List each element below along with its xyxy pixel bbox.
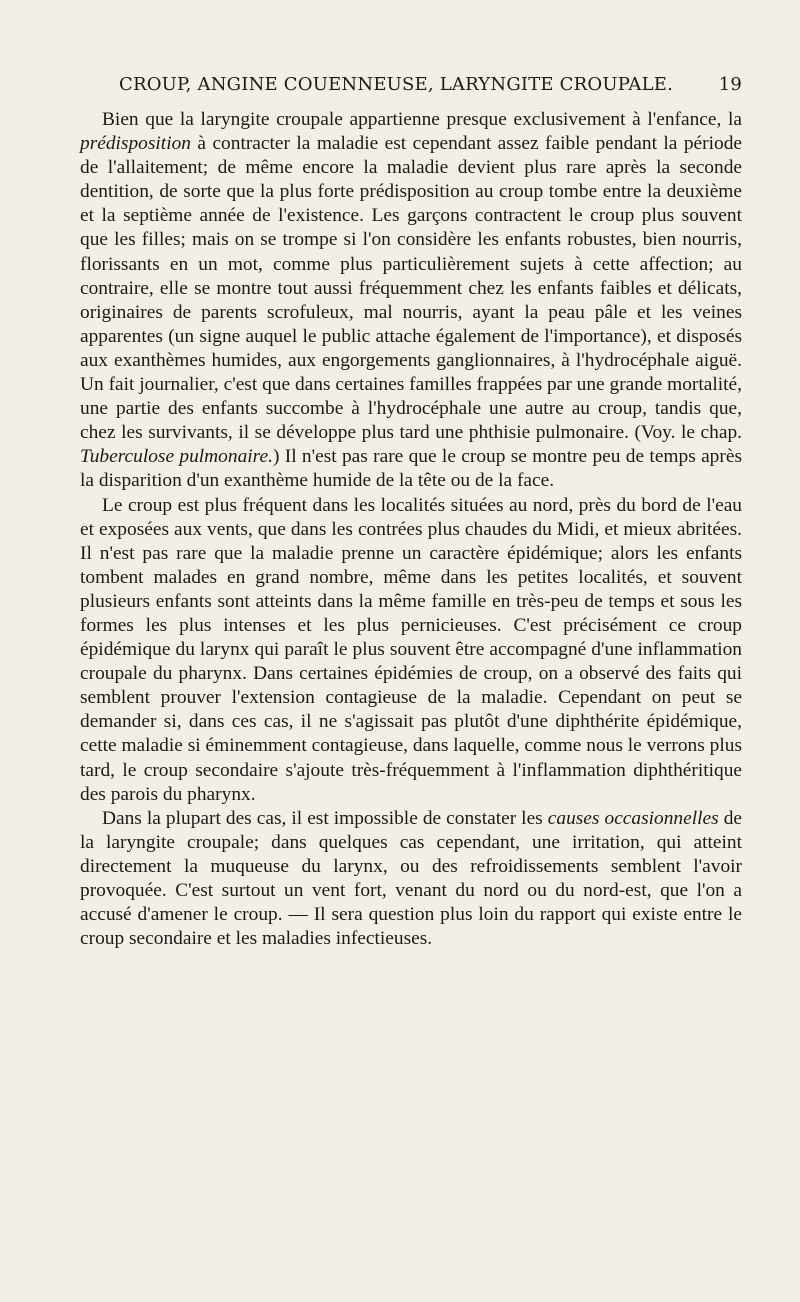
running-head [80,74,742,98]
paragraph-causes [80,807,742,952]
running-head-title: CROUP, ANGINE COUENNEUSE, LARYNGITE CROUPALE. [118,74,674,95]
paragraph-epidemiology [80,494,742,807]
italic-term-predisposition: prédisposition [80,133,191,155]
body-text [80,108,742,951]
text-segment: Dans la plupart des cas, il est impossible de constater les [102,807,548,829]
text-segment: Bien que la laryngite croupale appartienne presque exclusivement à l'enfance, la [102,109,742,130]
italic-term-causes: causes occasionnelles [547,807,719,829]
text-segment: Le croup est plus fréquent dans les localités situées au nord, près du bord de l'eau et exposées aux vents, que dans les contrées plus chaudes du Midi, et mieux abritées. Il n'est pas rare que la maladie prenne un caractère épidémique; alors les enfants tombent malades en grand nombre, même dans les petites localités, et souvent plusieurs enfants sont atteints dans la même famille en très-peu de temps et sous les formes les plus intenses et les plus pernicieuses. C'est précisément ce croup épidémique du larynx qui paraît le plus souvent être accompagné d'une inflammation croupale du pharynx. Dans certaines épidémies de croup, on a observé des faits qui semblent prouver l'extension contagieuse de la maladie. Cependant on peut se demander si, dans ces cas, il ne s'agissait pas plutôt d'une diphthérite épidémique, cette maladie si éminemment contagieuse, dans laquelle, comme nous le verrons plus tard, le croup secondaire s'ajoute très-fréquemment à l'inflammation diphthéritique des parois du pharynx. [80,494,742,805]
italic-reference-tuberculose: Tuberculose pulmonaire. [80,446,273,468]
paragraph-predisposition [80,108,742,494]
page-number: 19 [718,74,742,95]
text-segment: ) Il n'est pas rare que le croup se montre peu de temps après la disparition d'un exanthème humide de la tête ou de la face. [80,446,742,492]
text-segment: à contracter la maladie est cependant assez faible pendant la période de l'allaitement; de même encore la maladie devient plus rare après la seconde dentition, de sorte que la plus forte prédisposition au croup tombe entre la deuxième et la septième année de l'existence. Les garçons contractent le croup plus souvent que les filles; mais on se trompe si l'on considère les enfants robustes, bien nourris, florissants en un mot, comme plus particulièrement sujets à cette affection; au contraire, elle se montre tout aussi fréquemment chez les enfants faibles et délicats, originaires de parents scrofuleux, mal nourris, ayant la peau pâle et les veines apparentes (un signe auquel le public attache également de l'importance), et disposés aux exanthèmes humides, aux engorgements ganglionnaires, à l'hydrocéphale aiguë. Un fait journalier, c'est que dans certaines familles frappées par une grande mortalité, une partie des enfants succombe à l'hydrocéphale une autre au croup, tandis que, chez les survivants, il se développe plus tard une phthisie pulmonaire. (Voy. le chap. [80,133,742,444]
text-segment: de la laryngite croupale; dans quelques cas cependant, une irritation, qui atteint directement la muqueuse du larynx, ou des refroidissements semblent l'avoir provoquée. C'est surtout un vent fort, venant du nord ou du nord-est, que l'on a accusé d'amener le croup. — Il sera question plus loin du rapport qui existe entre le croup secondaire et les maladies infectieuses. [80,807,742,950]
